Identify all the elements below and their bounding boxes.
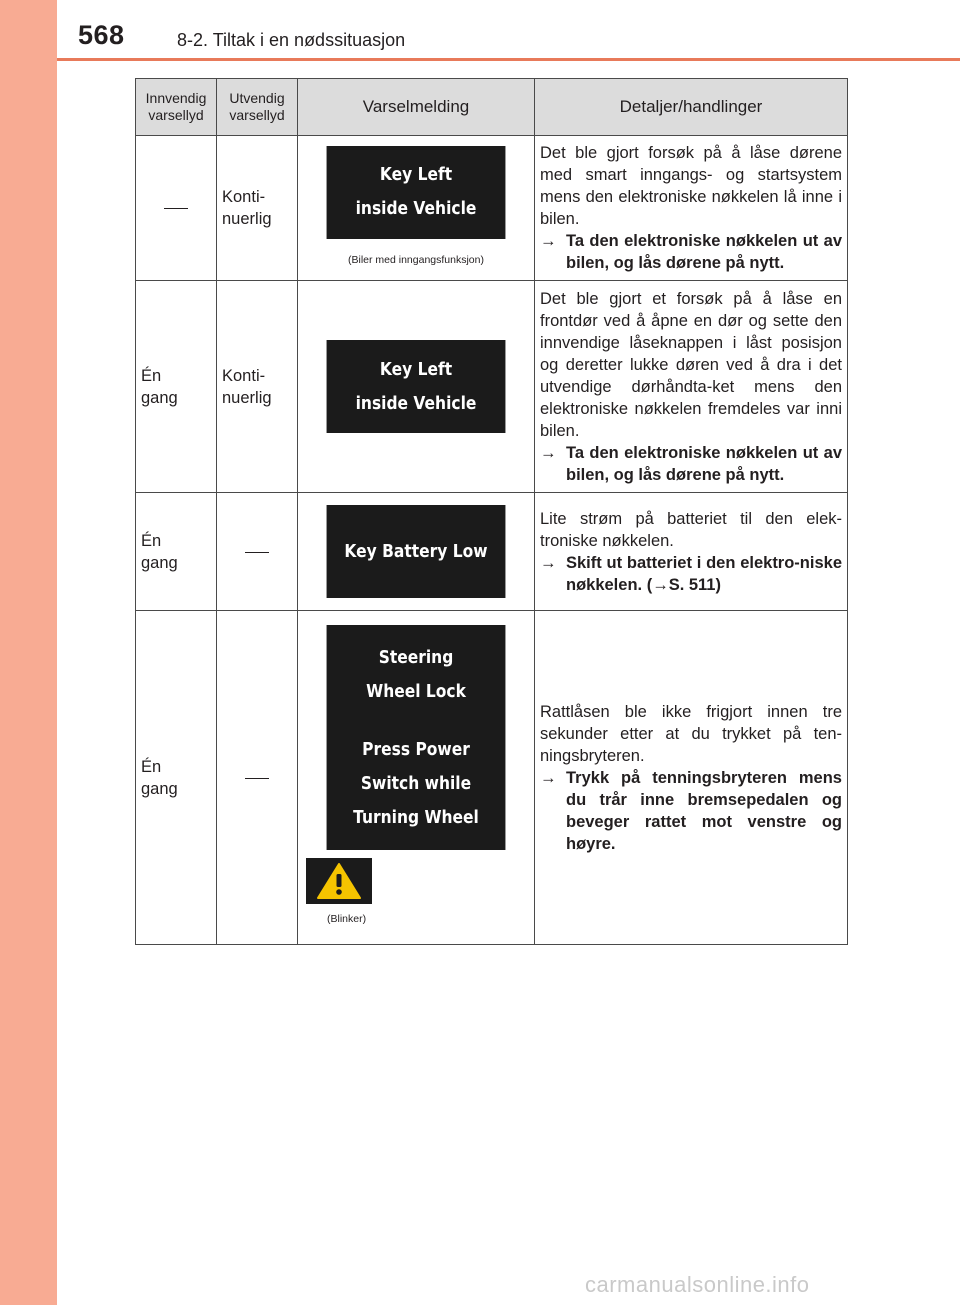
arrow-icon: → bbox=[540, 232, 557, 250]
screen-caption: (Biler med inngangsfunksjon) bbox=[348, 253, 484, 266]
external-sound-cell bbox=[217, 493, 298, 611]
message-cell bbox=[298, 611, 535, 945]
display-screen: Steering Wheel Lock Press Power Switch while Turning Wheel bbox=[327, 625, 506, 850]
internal-sound-cell: Én gang bbox=[136, 493, 217, 611]
table-row bbox=[136, 281, 848, 493]
detail-action: Trykk på tenningsbryteren mens du trår inne bremsepedalen og beveger rattet mot venstre og høyre. bbox=[566, 768, 842, 853]
arrow-icon: → bbox=[540, 768, 557, 787]
external-sound-cell: Konti- nuerlig bbox=[217, 281, 298, 493]
details-cell bbox=[535, 136, 848, 281]
detail-description: Rattlåsen ble ikke frigjort innen tre sekunder etter at du trykket på ten-ningsbryteren. bbox=[540, 702, 842, 765]
none-dash bbox=[245, 778, 269, 779]
internal-sound-cell bbox=[136, 136, 217, 281]
header-rule bbox=[57, 58, 960, 61]
display-screen: Key Left inside Vehicle bbox=[327, 146, 506, 239]
message-cell bbox=[298, 136, 535, 281]
message-cell bbox=[298, 493, 535, 611]
detail-action: Skift ut batteriet i den elektro-niske nøkkelen. (→S. 511) bbox=[566, 553, 842, 594]
header-external-sound: Utvendig varsellyd bbox=[217, 79, 298, 136]
header-internal-sound: Innvendig varsellyd bbox=[136, 79, 217, 136]
table-row bbox=[136, 136, 848, 281]
detail-description: Det ble gjort forsøk på å låse dørene med smart inngangs- og startsystem mens den elektroniske nøkkelen lå inne i bilen. bbox=[540, 144, 842, 228]
side-band bbox=[0, 0, 57, 1305]
message-cell bbox=[298, 281, 535, 493]
arrow-icon: → bbox=[540, 553, 557, 572]
table-header-row bbox=[136, 79, 848, 136]
watermark: carmanualsonline.info bbox=[585, 1272, 810, 1297]
detail-action: Ta den elektroniske nøkkelen ut av bilen, og lås dørene på nytt. bbox=[566, 232, 842, 272]
detail-action: Ta den elektroniske nøkkelen ut av bilen, og lås dørene på nytt. bbox=[566, 443, 842, 484]
details-cell bbox=[535, 281, 848, 493]
section-title: 8-2. Tiltak i en nødssituasjon bbox=[177, 30, 406, 50]
table-row bbox=[136, 493, 848, 611]
external-sound-cell: Konti- nuerlig bbox=[217, 136, 298, 281]
detail-description: Det ble gjort et forsøk på å låse en frontdør ved å åpne en dør og sette den innvendige låseknappen i låst posisjon og deretter lukke døren ved å dra i det utvendige dørhåndta-ket mens den elektroniske nøkkelen fremdeles var inni bilen. bbox=[540, 289, 842, 440]
table-row bbox=[136, 611, 848, 945]
details-cell bbox=[535, 611, 848, 945]
warning-table bbox=[135, 78, 848, 945]
detail-description: Lite strøm på batteriet til den elek-troniske nøkkelen. bbox=[540, 509, 842, 550]
internal-sound-cell: Én gang bbox=[136, 611, 217, 945]
icon-caption: (Blinker) bbox=[327, 913, 367, 925]
arrow-icon: → bbox=[540, 443, 557, 462]
details-cell bbox=[535, 493, 848, 611]
none-dash bbox=[245, 552, 269, 553]
none-dash bbox=[164, 208, 188, 209]
display-screen: Key Battery Low bbox=[327, 505, 506, 598]
header-message: Varselmelding bbox=[298, 79, 535, 136]
internal-sound-cell: Én gang bbox=[136, 281, 217, 493]
warning-triangle-icon bbox=[316, 862, 362, 900]
display-screen: Key Left inside Vehicle bbox=[327, 340, 506, 433]
warning-indicator bbox=[306, 858, 372, 904]
page-number: 568 bbox=[78, 20, 125, 50]
external-sound-cell bbox=[217, 611, 298, 945]
header-details: Detaljer/handlinger bbox=[535, 79, 848, 136]
